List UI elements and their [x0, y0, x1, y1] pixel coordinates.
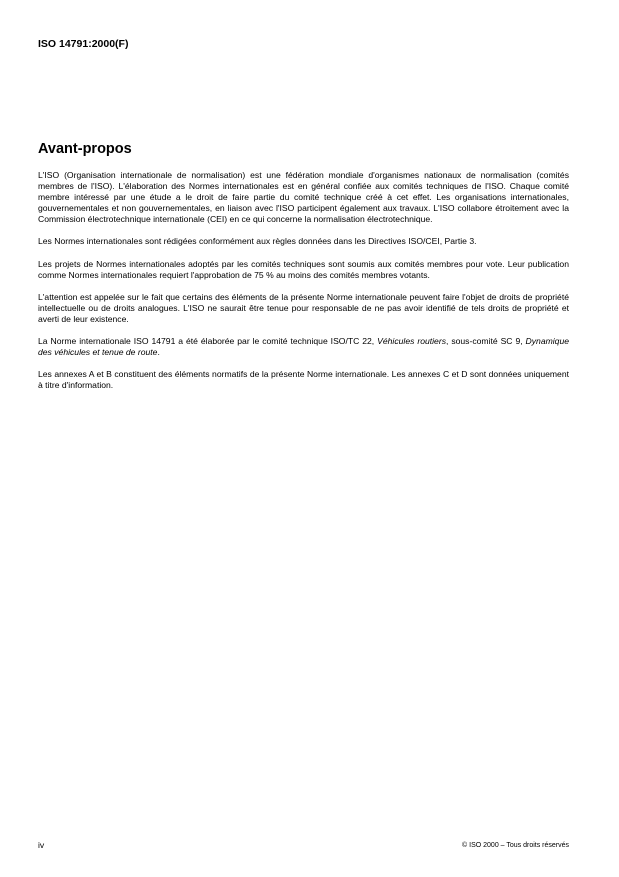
committee-text-1: La Norme internationale ISO 14791 a été élaborée par le comité technique ISO/TC 22,	[38, 336, 378, 347]
paragraph-committee	[38, 336, 569, 358]
committee-text-3: .	[157, 347, 160, 358]
paragraph-patent-rights: L'attention est appelée sur le fait que certains des éléments de la présente Norme internationale peuvent faire l'objet de droits de propriété intellectuelle ou de droits analogues. L'ISO ne saurait être tenue pour responsable de ne pas avoir identifié de tels droits de propriété et averti de leur existence.	[38, 291, 569, 324]
paragraph-directives: Les Normes internationales sont rédigées conformément aux règles données dans les Directives ISO/CEI, Partie 3.	[38, 236, 477, 247]
paragraph-iso-organisation: L'ISO (Organisation internationale de normalisation) est une fédération mondiale d'organismes nationaux de normalisation (comités membres de l'ISO). L'élaboration des Normes internationales est en général confiée aux comités techniques de l'ISO. Chaque comité membre intéressé par une étude a le droit de faire partie du comité technique créé à cet effet. Les organisations internationales, gouvernementales et non gouvernementales, en liaison avec l'ISO participent également aux travaux. L'ISO collabore étroitement avec la Commission électrotechnique internationale (CEI) en ce qui concerne la normalisation électrotechnique.	[38, 170, 569, 225]
committee-text-2: , sous-comité SC 9,	[446, 336, 526, 347]
section-title: Avant-propos	[38, 141, 132, 157]
document-id: ISO 14791:2000(F)	[38, 38, 129, 50]
paragraph-vote: Les projets de Normes internationales adoptés par les comités techniques sont soumis aux comités membres pour vote. Leur publication comme Normes internationales requiert l'approbation de 75 % au moins des comités membres votants.	[38, 258, 569, 280]
page-number: iv	[38, 840, 45, 850]
paragraph-annexes: Les annexes A et B constituent des éléments normatifs de la présente Norme internationale. Les annexes C et D sont données uniquement à titre d'information.	[38, 369, 569, 391]
copyright-notice: © ISO 2000 – Tous droits réservés	[462, 842, 569, 849]
committee-name: Véhicules routiers	[377, 336, 446, 347]
subcommittee-name: Dynamique des véhicules et tenue de route	[38, 336, 570, 358]
body-text	[38, 170, 569, 402]
